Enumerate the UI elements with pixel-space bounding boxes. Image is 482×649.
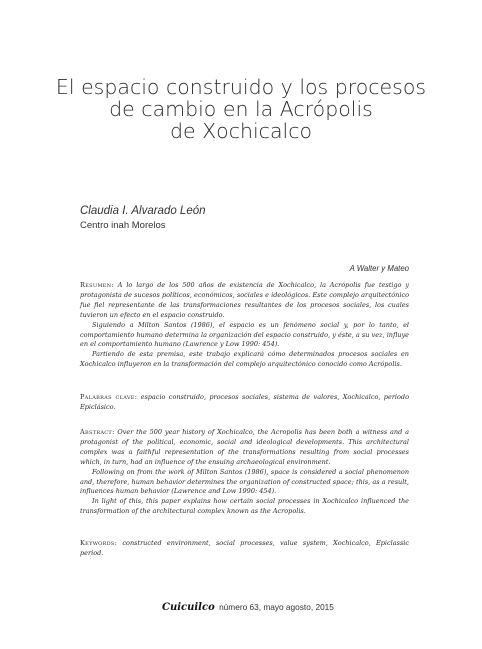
palabras-clave-label: Palabras clave: [80, 393, 138, 401]
palabras-clave-paragraph [80, 393, 409, 413]
resumen-paragraph-2: Siguiendo a Milton Santos (1986), el espacio es un fenómeno social y, por lo tanto, el comportamiento humano determina la organización del espacio construido, y éste, a su vez, influye en el comportamiento humano (Lawrence y Low 1990: 454). [80, 320, 409, 349]
keywords-label: Keywords: [80, 539, 118, 547]
page-footer [162, 602, 334, 613]
dedication: A Walter y Mateo [349, 264, 409, 273]
resumen-label: Resumen: [80, 281, 114, 289]
journal-logo: Cuicuilco [162, 602, 215, 613]
title-line-1: El espacio construido y los procesos [55, 75, 427, 99]
issue-info: número 63, mayo agosto, 2015 [219, 602, 334, 612]
resumen-paragraph-1 [80, 281, 409, 321]
palabras-clave-section [80, 393, 409, 413]
resumen-text-1: A lo largo de los 500 años de existencia de Xochicalco, la Acrópolis fue testigo y protagonista de sucesos políticos, económicos, sociales e ideológicos. Este complejo arquitectónico fue fiel representante de las transformaciones resultantes de los procesos sociales, los cuales tuvieron un efecto en el espacio construido. [80, 281, 409, 319]
title-line-2: de cambio en la Acrópolis [109, 97, 373, 121]
keywords-section [80, 539, 409, 559]
palabras-clave-text: espacio construido, procesos sociales, sistema de valores, Xochicalco, periodo Epiclásico. [80, 393, 409, 411]
article-title [40, 76, 442, 142]
keywords-text: constructed environment, social processes, value system, Xochicalco, Epiclassic period. [80, 539, 409, 557]
author-affiliation: Centro inah Morelos [80, 220, 166, 231]
author-name: Claudia I. Alvarado León [80, 205, 206, 217]
abstract-text-1: Over the 500 year history of Xochicalco, the Acropolis has been both a witness and a protagonist of the political, economic, social and ideological developments. This architectural complex was a faithful representation of the transformations resulting from social processes which, in turn, had an influence of the ensuing archaeological environment. [80, 428, 409, 466]
title-line-3: de Xochicalco [169, 119, 313, 143]
abstract-section [80, 428, 409, 517]
abstract-paragraph-2: Following on from the work of Milton Santos (1986), space is considered a social phenomenon and, therefore, human behavior determines the organization of constructed space; this, as a result, influences human behavior (Lawrence and Low 1990: 454). [80, 467, 409, 496]
abstract-paragraph-1 [80, 428, 409, 468]
resumen-section [80, 281, 409, 370]
resumen-paragraph-3: Partiendo de esta premisa, este trabajo explicará cómo determinados procesos sociales en Xochicalco influyeron en la transformación del complejo arquitectónico conocido como Acrópolis. [80, 350, 409, 369]
abstract-paragraph-3: In light of this, this paper explains how certain social processes in Xochicalco influenced the transformation of the architectural complex known as the Acropolis. [80, 497, 409, 516]
abstract-label: Abstract: [80, 428, 115, 436]
keywords-paragraph [80, 539, 409, 559]
